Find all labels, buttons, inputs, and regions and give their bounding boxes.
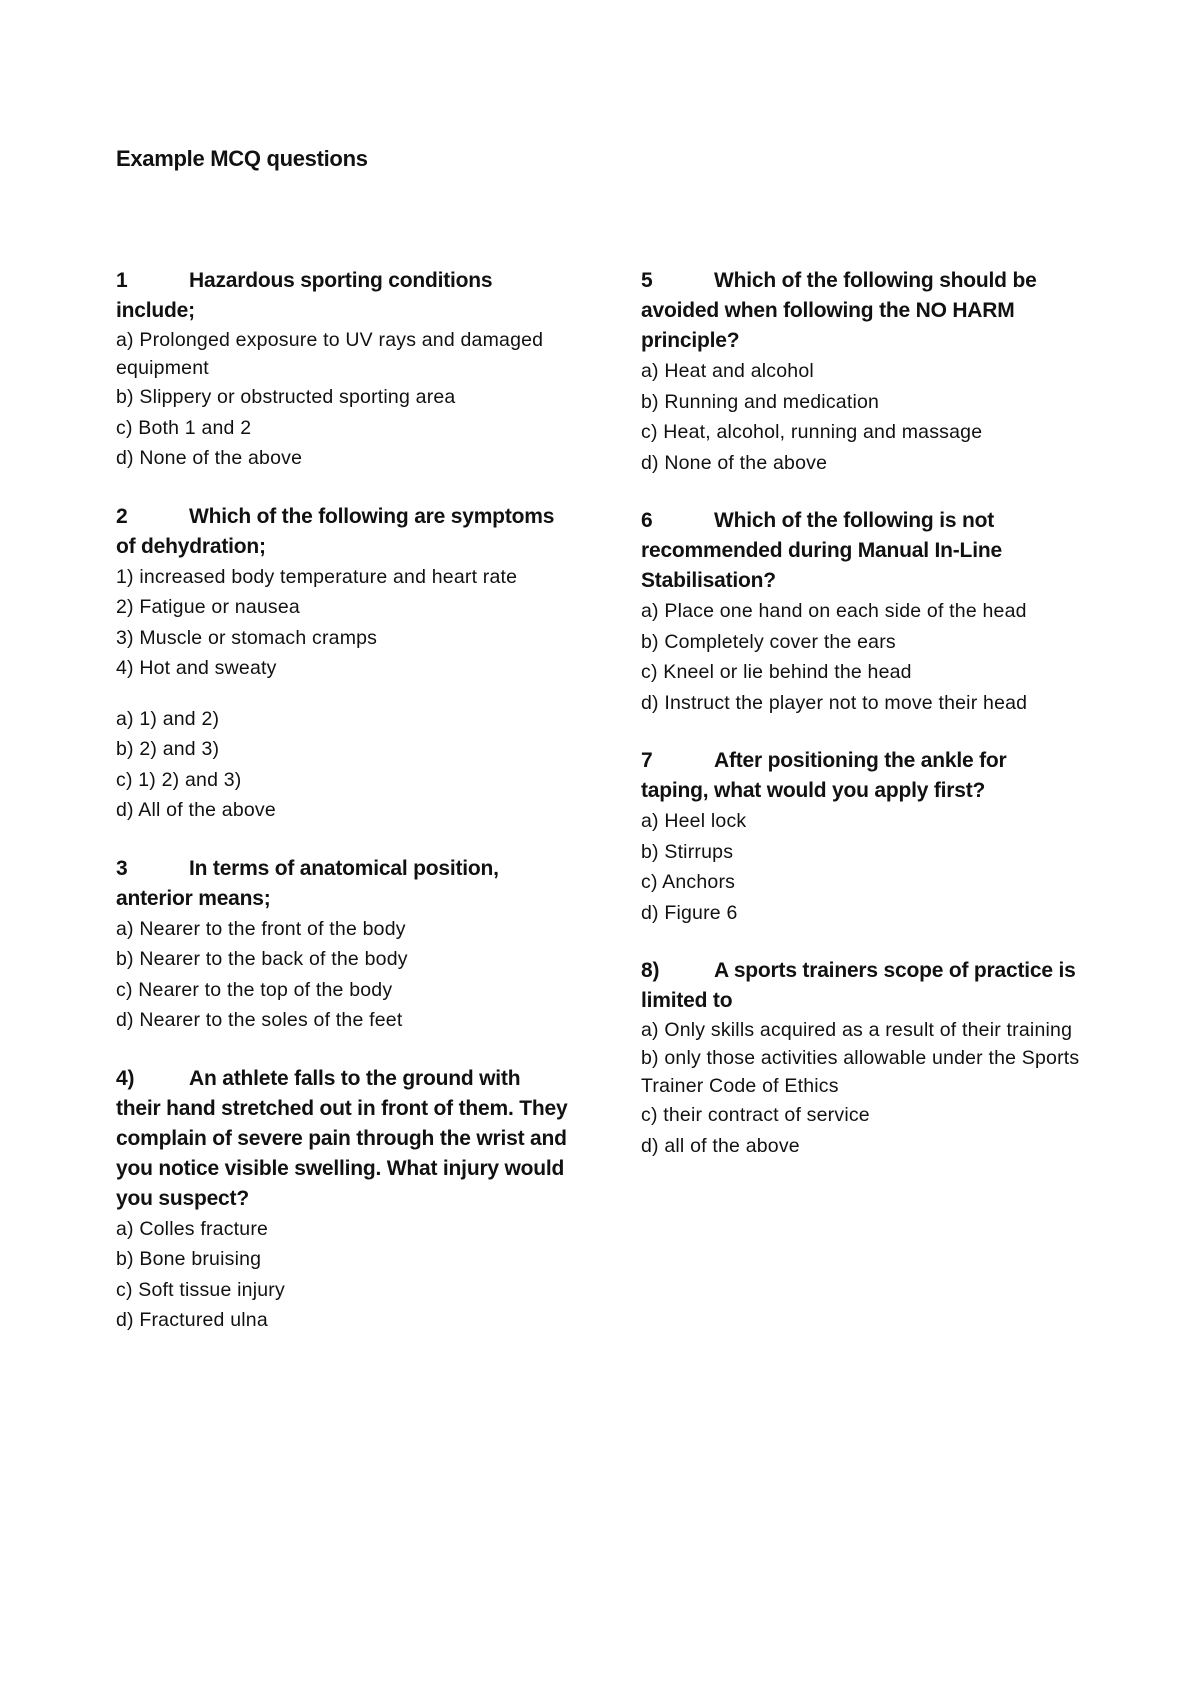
question-7: [641, 746, 1111, 928]
question-7-heading: [641, 746, 1111, 806]
question-text: Which of the following is not: [714, 509, 994, 532]
question-number: 3: [116, 856, 128, 880]
question-text: After positioning the ankle for: [714, 749, 1007, 772]
question-6-heading: [641, 506, 1111, 596]
question-text: Which of the following are symptoms: [189, 504, 555, 528]
option-d: d) None of the above: [116, 447, 303, 469]
option-a: a) Nearer to the front of the body: [116, 917, 406, 940]
statement-list: [116, 562, 586, 684]
option-b: b) Stirrups: [641, 840, 734, 863]
option-a: a) Only skills acquired as a result of their training: [641, 1019, 1073, 1041]
option-a: a) 1) and 2): [116, 707, 220, 730]
option-d: d) all of the above: [641, 1134, 800, 1157]
question-3-line1: [116, 854, 586, 884]
statement-4: 4) Hot and sweaty: [116, 657, 277, 679]
question-number: 4): [116, 1066, 135, 1090]
option-a: a) Place one hand on each side of the head: [641, 600, 1027, 622]
option-d: d) All of the above: [116, 799, 276, 821]
question-6: [641, 506, 1111, 718]
option-c: c) Soft tissue injury: [116, 1278, 285, 1301]
option-d: d) Fractured ulna: [116, 1309, 268, 1331]
option-b: b) only those activities allowable under the Sports Trainer Code of Ethics: [641, 1047, 1080, 1097]
option-d: d) Nearer to the soles of the feet: [116, 1009, 403, 1031]
question-6-line1: [641, 506, 1111, 536]
question-text: taping, what would you apply first?: [641, 779, 986, 802]
question-3-heading: [116, 854, 586, 914]
question-8-line1: [641, 956, 1111, 986]
question-1-heading: [116, 266, 586, 326]
option-c: c) Nearer to the top of the body: [116, 978, 393, 1001]
question-text: An athlete falls to the ground with: [189, 1066, 521, 1090]
option-b: b) Slippery or obstructed sporting area: [116, 386, 456, 408]
option-b: b) 2) and 3): [116, 738, 220, 760]
question-8: [641, 956, 1111, 1161]
right-column: [641, 266, 1111, 1189]
option-b: b) Nearer to the back of the body: [116, 948, 408, 970]
option-a: a) Heat and alcohol: [641, 360, 814, 382]
question-2: [116, 502, 586, 826]
left-column: [116, 266, 586, 1364]
page-title: Example MCQ questions: [116, 146, 368, 171]
option-a: a) Heel lock: [641, 810, 747, 832]
option-c: c) Heat, alcohol, running and massage: [641, 421, 983, 443]
question-2-line1: [116, 502, 586, 532]
option-d: d) Instruct the player not to move their head: [641, 691, 1028, 714]
option-d: d) Figure 6: [641, 901, 738, 924]
option-b: b) Running and medication: [641, 390, 880, 413]
question-number: 5: [641, 269, 653, 292]
option-c: c) 1) 2) and 3): [116, 768, 242, 791]
question-8-heading: [641, 956, 1111, 1016]
question-number: 6: [641, 509, 653, 532]
question-text: Which of the following should be: [714, 269, 1037, 292]
question-text: A sports trainers scope of practice is: [714, 959, 1076, 982]
question-text: limited to: [641, 989, 733, 1012]
question-number: 8): [641, 959, 660, 982]
option-b: b) Completely cover the ears: [641, 630, 896, 653]
question-1-line1: [116, 266, 586, 296]
question-4-line1: [116, 1064, 586, 1094]
question-5: [641, 266, 1111, 478]
statement-3: 3) Muscle or stomach cramps: [116, 626, 378, 649]
question-number: 1: [116, 269, 128, 292]
statement-2: 2) Fatigue or nausea: [116, 596, 300, 618]
option-d: d) None of the above: [641, 451, 828, 474]
question-text: In terms of anatomical position,: [189, 856, 499, 880]
question-text: recommended during Manual In-Line Stabilisation?: [641, 539, 1002, 592]
question-text: anterior means;: [116, 886, 271, 910]
question-1: [116, 266, 586, 474]
question-7-line1: [641, 746, 1111, 776]
statement-1: 1) increased body temperature and heart rate: [116, 565, 518, 588]
question-2-heading: [116, 502, 586, 562]
question-number: 7: [641, 749, 653, 772]
question-3: [116, 854, 586, 1036]
option-c: c) Anchors: [641, 871, 736, 893]
option-a: a) Prolonged exposure to UV rays and damaged equipment: [116, 329, 544, 379]
question-5-line1: [641, 266, 1111, 296]
question-number: 2: [116, 504, 128, 528]
question-4: [116, 1064, 586, 1336]
question-text: of dehydration;: [116, 534, 266, 558]
question-4-heading: [116, 1064, 586, 1214]
option-a: a) Colles fracture: [116, 1217, 269, 1240]
option-c: c) Both 1 and 2: [116, 416, 252, 439]
question-text: Hazardous sporting conditions: [189, 269, 493, 292]
question-text: include;: [116, 299, 195, 322]
option-c: c) their contract of service: [641, 1104, 870, 1126]
question-text: their hand stretched out in front of them. They complain of severe pain through the wrist and you notice visible swelling. What injury would you suspect?: [116, 1096, 568, 1210]
question-text: avoided when following the NO HARM principle?: [641, 299, 1015, 352]
option-c: c) Kneel or lie behind the head: [641, 661, 912, 683]
option-b: b) Bone bruising: [116, 1248, 262, 1270]
question-5-heading: [641, 266, 1111, 356]
